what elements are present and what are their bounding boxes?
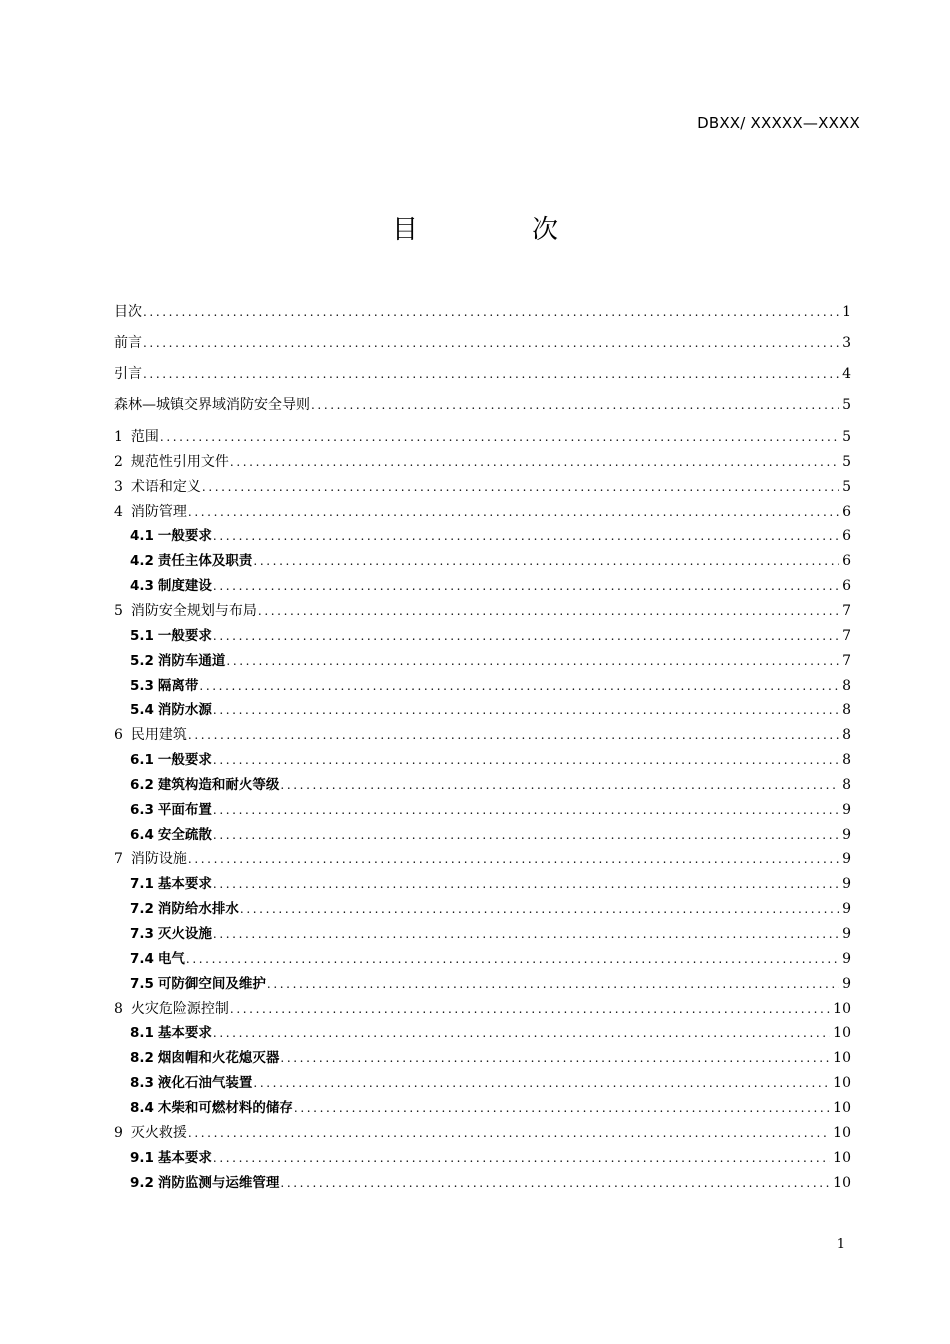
toc-entry[interactable] — [114, 699, 851, 721]
toc-title: 目 次 — [391, 215, 602, 245]
toc-entry-text: 消防给水排水 — [157, 901, 239, 918]
toc-dot-leader — [143, 332, 839, 354]
toc-dot-leader — [253, 1072, 830, 1094]
toc-entry[interactable] — [114, 1122, 851, 1144]
toc-entry-page: 9 — [842, 975, 851, 992]
toc-dot-leader — [143, 301, 839, 323]
toc-entry-page: 10 — [833, 1124, 851, 1141]
toc-entry[interactable] — [114, 600, 851, 622]
toc-entry-page: 6 — [842, 528, 851, 545]
toc-entry-label — [114, 774, 279, 796]
toc-entry-number: 5 — [114, 602, 123, 619]
toc-entry-page: 9 — [842, 950, 851, 967]
toc-entry[interactable] — [114, 724, 851, 746]
toc-entry[interactable] — [114, 774, 851, 796]
toc-entry-page: 8 — [842, 727, 851, 744]
toc-entry-text: 建筑构造和耐火等级 — [157, 776, 280, 793]
toc-entry[interactable] — [114, 1022, 851, 1044]
toc-entry-number: 9.2 — [130, 1174, 154, 1191]
toc-dot-leader — [267, 973, 839, 995]
toc-entry-label — [114, 1122, 187, 1144]
toc-entry-number: 4.3 — [130, 578, 154, 595]
toc-entry-text: 术语和定义 — [130, 478, 201, 495]
toc-entry-number: 3 — [114, 478, 123, 495]
toc-entry-label — [114, 476, 201, 498]
toc-entry-label — [114, 724, 187, 746]
toc-entry[interactable] — [114, 625, 851, 647]
toc-entry-number: 6.3 — [130, 801, 154, 818]
toc-entry[interactable] — [114, 799, 851, 821]
toc-entry-label — [114, 426, 159, 448]
toc-entry-text: 范围 — [130, 429, 159, 445]
toc-entry-number: 9.1 — [130, 1149, 154, 1166]
toc-entry-number: 8 — [114, 1000, 123, 1017]
toc-entry[interactable] — [114, 525, 851, 547]
toc-dot-leader — [188, 501, 839, 523]
toc-entry[interactable] — [114, 898, 851, 920]
toc-entry[interactable] — [114, 575, 851, 597]
toc-dot-leader — [294, 1097, 830, 1119]
toc-entry-text: 基本要求 — [157, 876, 212, 893]
toc-entry-number: 7 — [114, 851, 123, 868]
toc-dot-leader — [226, 650, 839, 672]
toc-dot-leader — [280, 774, 839, 796]
toc-entry-page: 10 — [833, 1025, 851, 1042]
toc-entry[interactable] — [114, 749, 851, 771]
toc-entry-text: 消防管理 — [130, 503, 187, 520]
toc-entry[interactable] — [114, 476, 851, 498]
toc-entry-number: 2 — [114, 453, 123, 470]
toc-entry-page: 9 — [842, 851, 851, 868]
toc-dot-leader — [202, 476, 839, 498]
toc-entry-text: 制度建设 — [157, 578, 212, 595]
toc-entry-text: 电气 — [157, 950, 185, 967]
toc-entry[interactable] — [114, 426, 851, 448]
toc-entry-label — [114, 1047, 279, 1069]
toc-entry[interactable] — [114, 1097, 851, 1119]
toc-entry[interactable] — [114, 501, 851, 523]
toc-dot-leader — [240, 898, 839, 920]
toc-dot-leader — [213, 824, 839, 846]
toc-entry-text: 一般要求 — [157, 627, 212, 644]
toc-dot-leader — [199, 675, 839, 697]
toc-dot-leader — [188, 1122, 830, 1144]
toc-entry-number: 4.1 — [130, 528, 154, 545]
toc-entry-text: 灭火救援 — [130, 1124, 187, 1141]
toc-entry-page: 4 — [842, 366, 851, 382]
toc-entry-label — [114, 973, 266, 995]
toc-entry-number: 8.4 — [130, 1099, 154, 1116]
toc-entry-page: 8 — [842, 776, 851, 793]
toc-dot-leader — [143, 363, 839, 385]
toc-entry-number: 5.4 — [130, 702, 154, 719]
toc-entry-label — [114, 363, 142, 385]
toc-dot-leader — [188, 848, 839, 870]
toc-entry-page: 7 — [842, 602, 851, 619]
toc-entry-label — [114, 550, 252, 572]
toc-dot-leader — [253, 550, 839, 572]
toc-entry-text: 隔离带 — [157, 677, 199, 694]
toc-entry[interactable] — [114, 873, 851, 895]
toc-entry-page: 5 — [842, 453, 851, 470]
document-code: DBXX/ XXXXX—XXXX — [697, 114, 860, 132]
toc-entry-label — [114, 675, 198, 697]
toc-entry-text: 安全疏散 — [157, 826, 212, 843]
toc-entry-label — [114, 824, 212, 846]
toc-entry-text: 基本要求 — [157, 1149, 212, 1166]
toc-dot-leader — [213, 1147, 830, 1169]
toc-entry-page: 10 — [833, 1075, 851, 1092]
toc-entry-page: 8 — [842, 677, 851, 694]
toc-entry-page: 10 — [833, 1099, 851, 1116]
toc-dot-leader — [258, 600, 839, 622]
toc-entry-text: 引言 — [114, 366, 142, 382]
toc-entry-page: 9 — [842, 801, 851, 818]
toc-entry-page: 10 — [833, 1050, 851, 1067]
toc-entry[interactable] — [114, 973, 851, 995]
toc-entry[interactable] — [114, 451, 851, 473]
toc-entry-text: 木柴和可燃材料的储存 — [157, 1099, 293, 1116]
toc-entry-label — [114, 451, 229, 473]
toc-entry-page: 5 — [842, 429, 851, 445]
toc-entry[interactable] — [114, 1072, 851, 1094]
toc-entry-text: 灭火设施 — [157, 926, 212, 942]
toc-entry-text: 基本要求 — [157, 1025, 212, 1042]
toc-entry-text: 可防御空间及维护 — [157, 975, 266, 992]
toc-dot-leader — [213, 749, 839, 771]
toc-dot-leader — [213, 923, 839, 945]
toc-dot-leader — [280, 1047, 830, 1069]
toc-entry-text: 规范性引用文件 — [130, 453, 229, 470]
toc-entry-number: 5.1 — [130, 627, 154, 644]
toc-entry[interactable] — [114, 923, 851, 945]
toc-entry-text: 目次 — [114, 304, 142, 320]
toc-entry-number: 9 — [114, 1124, 123, 1141]
toc-entry-label — [114, 1172, 279, 1194]
toc-dot-leader — [230, 451, 839, 473]
toc-entry-number: 8.2 — [130, 1050, 154, 1067]
toc-entry-label — [114, 948, 185, 970]
toc-entry-label — [114, 1097, 293, 1119]
toc-entry[interactable] — [114, 650, 851, 672]
toc-entry-page: 9 — [842, 876, 851, 893]
toc-entry-page: 9 — [842, 901, 851, 918]
toc-entry-text: 消防监测与运维管理 — [157, 1174, 280, 1191]
toc-entry-label — [114, 998, 229, 1020]
toc-entry-number: 7.4 — [130, 950, 154, 967]
toc-entry[interactable] — [114, 332, 851, 354]
toc-entry[interactable] — [114, 848, 851, 870]
toc-dot-leader — [188, 724, 839, 746]
toc-entry-text: 消防安全规划与布局 — [130, 602, 257, 619]
toc-dot-leader — [280, 1172, 830, 1194]
toc-entry-page: 5 — [842, 478, 851, 495]
toc-entry-page: 7 — [842, 627, 851, 644]
toc-entry-label — [114, 749, 212, 771]
toc-entry[interactable] — [114, 394, 851, 416]
toc-entry-label — [114, 501, 187, 523]
toc-entry-label — [114, 1072, 252, 1094]
toc-entry-page: 7 — [842, 652, 851, 669]
toc-entry[interactable] — [114, 948, 851, 970]
toc-entry-text: 一般要求 — [157, 528, 212, 545]
toc-entry-page: 5 — [842, 397, 851, 413]
toc-entry[interactable] — [114, 675, 851, 697]
toc-dot-leader — [186, 948, 839, 970]
toc-entry-page: 8 — [842, 702, 851, 719]
toc-entry-page: 6 — [842, 553, 851, 570]
toc-dot-leader — [213, 799, 839, 821]
toc-entry-page: 10 — [833, 1000, 851, 1017]
toc-entry-number: 7.3 — [130, 926, 154, 942]
toc-entry-text: 前言 — [114, 335, 142, 351]
toc-entry-number: 6.2 — [130, 776, 154, 793]
toc-dot-leader — [213, 625, 839, 647]
toc-dot-leader — [213, 575, 839, 597]
toc-entry-number: 4.2 — [130, 553, 154, 570]
toc-entry-label — [114, 600, 257, 622]
toc-entry-text: 森林—城镇交界域消防安全导则 — [114, 397, 310, 413]
toc-entry-page: 9 — [842, 926, 851, 942]
toc-entry[interactable] — [114, 1172, 851, 1194]
toc-entry-number: 1 — [114, 429, 123, 445]
toc-entry-page: 6 — [842, 578, 851, 595]
toc-entry-text: 消防车通道 — [157, 652, 226, 669]
toc-entry-number: 6.4 — [130, 826, 154, 843]
toc-entry-number: 6 — [114, 727, 123, 744]
toc-entry[interactable] — [114, 998, 851, 1020]
toc-entry-number: 5.2 — [130, 652, 154, 669]
toc-entry-number: 4 — [114, 503, 123, 520]
toc-entry-text: 消防设施 — [130, 851, 187, 868]
toc-entry-number: 5.3 — [130, 677, 154, 694]
toc-entry-label — [114, 625, 212, 647]
toc-dot-leader — [213, 525, 839, 547]
toc-entry-text: 火灾危险源控制 — [130, 1000, 229, 1017]
toc-entry-label — [114, 301, 142, 323]
toc-entry-number: 7.5 — [130, 975, 154, 992]
toc-entry[interactable] — [114, 550, 851, 572]
toc-dot-leader — [160, 426, 839, 448]
toc-entry[interactable] — [114, 363, 851, 385]
toc-entry-label — [114, 898, 239, 920]
toc-dot-leader — [311, 394, 839, 416]
toc-entry-page: 8 — [842, 752, 851, 769]
toc-entry-label — [114, 799, 212, 821]
toc-entry-page: 1 — [842, 304, 851, 320]
toc-dot-leader — [230, 998, 830, 1020]
toc-entry-number: 7.2 — [130, 901, 154, 918]
toc-entry-text: 平面布置 — [157, 801, 212, 818]
toc-entry-text: 责任主体及职责 — [157, 553, 253, 570]
toc-entry-label — [114, 699, 212, 721]
toc-dot-leader — [213, 699, 839, 721]
toc-entry-text: 烟囱帽和火花熄灭器 — [157, 1050, 280, 1067]
toc-entry-page: 10 — [833, 1174, 851, 1191]
toc-entry-text: 消防水源 — [157, 702, 212, 719]
toc-entry[interactable] — [114, 301, 851, 323]
toc-dot-leader — [213, 873, 839, 895]
toc-entry-page: 9 — [842, 826, 851, 843]
toc-entry-number: 8.1 — [130, 1025, 154, 1042]
toc-entry-number: 7.1 — [130, 876, 154, 893]
toc-entry-page: 3 — [842, 335, 851, 351]
toc-entry-number: 8.3 — [130, 1075, 154, 1092]
toc-entry[interactable] — [114, 1147, 851, 1169]
toc-entry-label — [114, 1147, 212, 1169]
toc-entry-text: 民用建筑 — [130, 727, 187, 744]
toc-entry-page: 6 — [842, 503, 851, 520]
toc-entry-label — [114, 575, 212, 597]
toc-entry-text: 液化石油气装置 — [157, 1075, 253, 1092]
toc-entry-label — [114, 873, 212, 895]
toc-entry-label — [114, 923, 212, 945]
toc-dot-leader — [213, 1022, 830, 1044]
page-number: 1 — [836, 1237, 845, 1252]
toc-entry-text: 一般要求 — [157, 752, 212, 769]
toc-entry-page: 10 — [833, 1149, 851, 1166]
toc-entry-label — [114, 848, 187, 870]
toc-entry-label — [114, 394, 310, 416]
toc-entry-label — [114, 525, 212, 547]
toc-entry-number: 6.1 — [130, 752, 154, 769]
toc-entry[interactable] — [114, 824, 851, 846]
toc-entry[interactable] — [114, 1047, 851, 1069]
toc-entry-label — [114, 332, 142, 354]
toc-entry-label — [114, 1022, 212, 1044]
toc-entry-label — [114, 650, 225, 672]
